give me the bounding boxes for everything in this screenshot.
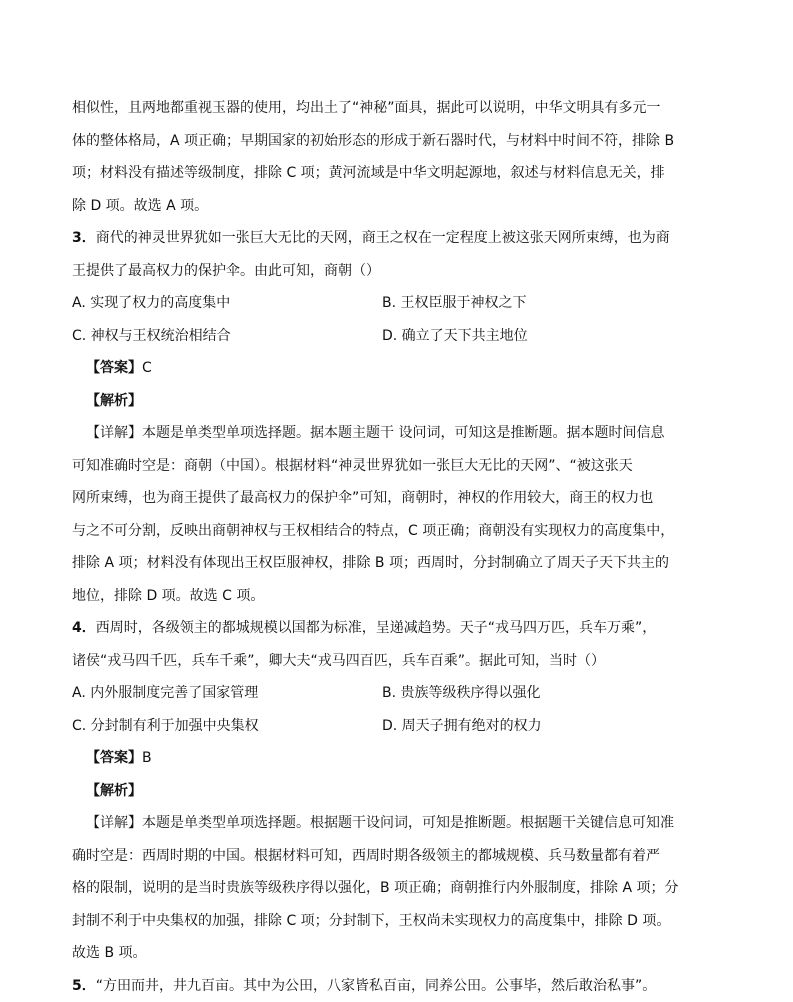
- q2-analysis-line-3: 项；材料没有描述等级制度，排除 C 项；黄河流域是中华文明起源地，叙述与材料信息无关，排: [72, 157, 692, 190]
- q2-analysis-line-2: 体的整体格局，A 项正确；早期国家的初始形态的形成于新石器时代，与材料中时间不符，排除 B: [72, 125, 692, 158]
- q4-detail-line-5: 故选 B 项。: [72, 937, 692, 970]
- q4-stem-text-1: 西周时，各级领主的都城规模以国都为标准，呈递减趋势。天子“戎马四万匹，兵车万乘”，: [96, 620, 657, 636]
- q4-stem-line-1: [72, 612, 692, 645]
- q3-analysis-label: 【解析】: [72, 385, 692, 418]
- q3-detail-line-2: 可知准确时空是：商朝（中国）。根据材料“神灵世界犹如一张巨大无比的天网”、“被这张天: [72, 450, 692, 483]
- q3-option-a: A. 实现了权力的高度集中: [72, 287, 382, 320]
- q3-options-row-1: [72, 287, 692, 320]
- q3-stem-line-2: 王提供了最高权力的保护伞。由此可知，商朝（）: [72, 255, 692, 288]
- q3-detail-line-4: 与之不可分割，反映出商朝神权与王权相结合的特点，C 项正确；商朝没有实现权力的高度集中，: [72, 515, 692, 548]
- q3-stem-line-1: [72, 222, 692, 255]
- q4-option-c: C. 分封制有利于加强中央集权: [72, 710, 382, 743]
- q2-analysis-line-4: 除 D 项。故选 A 项。: [72, 190, 692, 223]
- q5-stem-line-1: [72, 970, 692, 1002]
- q3-answer-label: 【答案】: [86, 360, 142, 376]
- q4-option-b: B. 贵族等级秩序得以强化: [382, 677, 541, 710]
- q3-detail-line-3: 网所束缚，也为商王提供了最高权力的保护伞”可知，商朝时，神权的作用较大，商王的权力也: [72, 482, 692, 515]
- q3-stem-text-1: 商代的神灵世界犹如一张巨大无比的天网，商王之权在一定程度上被这张天网所束缚，也为商: [96, 230, 670, 246]
- q4-option-a: A. 内外服制度完善了国家管理: [72, 677, 382, 710]
- q5-number: 5．: [72, 978, 96, 994]
- q4-detail-line-2: 确时空是：西周时期的中国。根据材料可知，西周时期各级领主的都城规模、兵马数量都有着严: [72, 840, 692, 873]
- q3-option-b: B. 王权臣服于神权之下: [382, 287, 527, 320]
- q3-options-row-2: [72, 320, 692, 353]
- q4-stem-line-2: 诸侯“戎马四千匹，兵车千乘”，卿大夫“戎马四百匹，兵车百乘”。据此可知，当时（）: [72, 645, 692, 678]
- q4-answer-value: B: [142, 750, 152, 766]
- q3-detail-line-5: 排除 A 项；材料没有体现出王权臣服神权，排除 B 项；西周时，分封制确立了周天子天下共主的: [72, 547, 692, 580]
- q3-detail-line-1: 【详解】本题是单类型单项选择题。据本题主题干 设问词，可知这是推断题。据本题时间信息: [72, 417, 692, 450]
- q3-option-d: D. 确立了天下共主地位: [382, 320, 528, 353]
- q5-stem-text: “方田而井，井九百亩。其中为公田，八家皆私百亩，同养公田。公事毕，然后敢治私事”。: [96, 978, 657, 994]
- document-content: [72, 92, 692, 1002]
- q3-answer-value: C: [142, 360, 152, 376]
- q4-answer-label: 【答案】: [86, 750, 142, 766]
- q3-number: 3．: [72, 230, 96, 246]
- q4-options-row-1: [72, 677, 692, 710]
- q4-option-d: D. 周天子拥有绝对的权力: [382, 710, 542, 743]
- q3-answer: [72, 352, 692, 385]
- q4-detail-line-3: 格的限制，说明的是当时贵族等级秩序得以强化，B 项正确；商朝推行内外服制度，排除 A 项；分: [72, 872, 692, 905]
- q4-detail-line-1: 【详解】本题是单类型单项选择题。根据题干设问词，可知是推断题。根据题干关键信息可知准: [72, 807, 692, 840]
- q3-option-c: C. 神权与王权统治相结合: [72, 320, 382, 353]
- q4-detail-line-4: 封制不利于中央集权的加强，排除 C 项；分封制下，王权尚未实现权力的高度集中，排除 D 项。: [72, 905, 692, 938]
- q4-options-row-2: [72, 710, 692, 743]
- q2-analysis-line-1: 相似性，且两地都重视玉器的使用，均出土了“神秘”面具，据此可以说明，中华文明具有多元一: [72, 92, 692, 125]
- q3-detail-line-6: 地位，排除 D 项。故选 C 项。: [72, 580, 692, 613]
- q4-answer: [72, 742, 692, 775]
- q4-number: 4．: [72, 620, 96, 636]
- q4-analysis-label: 【解析】: [72, 775, 692, 808]
